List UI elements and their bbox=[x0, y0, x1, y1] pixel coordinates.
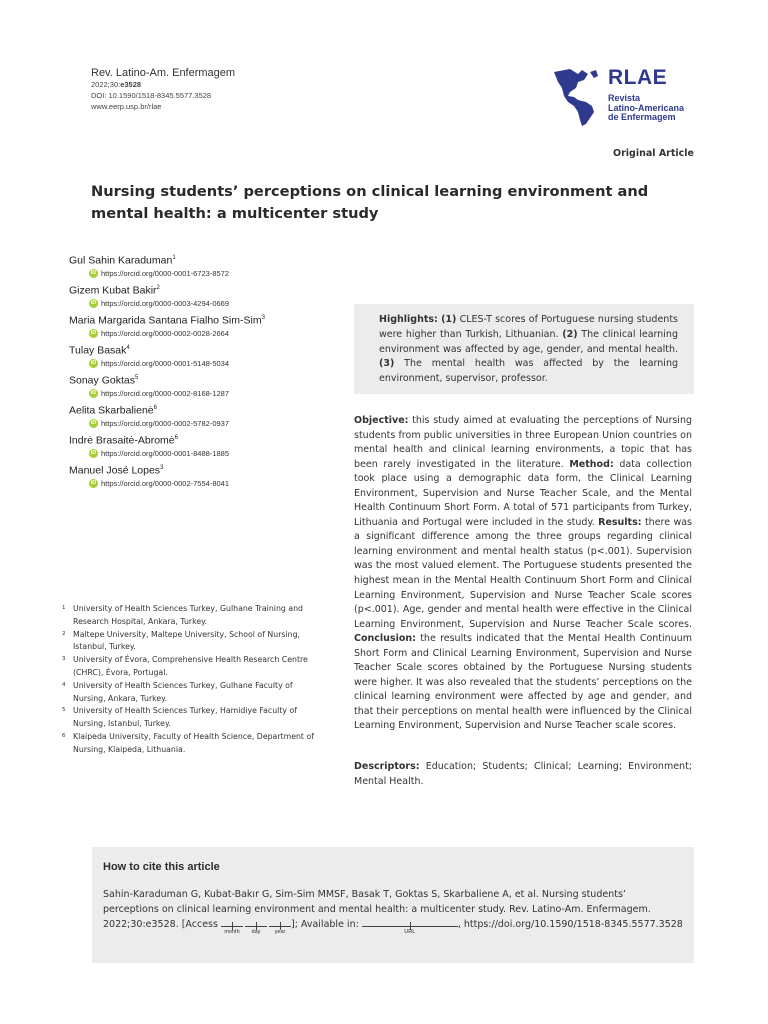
affiliation-item: 4 University of Health Sciences Turkey, Gulhane Faculty of Nursing, Ankara, Turkey. bbox=[62, 680, 293, 703]
author-list bbox=[69, 252, 339, 492]
orcid-link[interactable]: iD https://orcid.org/0000-0002-0028-2664 bbox=[90, 328, 230, 338]
orcid-link[interactable]: iD https://orcid.org/0000-0001-6723-8572 bbox=[90, 268, 230, 278]
orcid-link[interactable]: iD https://orcid.org/0000-0001-8488-1885 bbox=[90, 448, 230, 458]
journal-volume bbox=[91, 79, 235, 90]
access-day-blank[interactable]: day bbox=[245, 918, 267, 927]
cite-text: Sahin-Karaduman G, Kubat-Bakır G, Sim-Sim MMSF, Basak T, Goktas S, Skarbaliene A, et al. Nursing students’ perceptions on clinical learning environment and mental health: a multicenter study. Rev. Latino-Am. Enfermagem. 2022;30:e3528. [Access month day year ]; Available in: URL , https://doi.org/10.1590/1518-8345.5577.3528 bbox=[103, 889, 683, 935]
orcid-icon: iD bbox=[90, 300, 97, 306]
abstract: Objective: this study aimed at evaluating the perceptions of Nursing students from public universities in three European Union countries on mental health and clinical learning environments, a topic that has been rarely investigated in the literature. Method: data collection took place using a demographic data form, the Clinical Learning Environment, Supervision and Nurse Teacher Scale, and the Mental Health Continuum Short Form. A total of 571 participants from Turkey, Lithuania and Portugal were included in the study. Results: there was a significant difference among the three groups regarding clinical learning environment and mental health status (p<.001). Supervision was the most valued element. The Portuguese students presented the highest mean in the Mental Health Continuum Short Form and Clinical Learning Environment, Supervision and Nurse Teacher Scale scores (p<.001). Age, gender and mental health were effective in the Clinical Learning Environment, Supervision and Nurse Teacher Scale scores. Conclusion: the results indicated that the Mental Health Continuum Short Form and Clinical Learning Environment, Supervision and Nurse Teacher Scale scores obtained by the Portuguese Nursing students were higher. It was also revealed that the students’ perceptions on the clinical learning environment were affected by age and gender, and that their perceptions on mental health were influenced by the Clinical Learning Environment, Supervision and Nurse Teacher scale scores. bbox=[354, 415, 692, 732]
highlights-label: Highlights: bbox=[379, 314, 438, 325]
orcid-link[interactable]: iD https://orcid.org/0000-0002-7554-8041 bbox=[90, 478, 230, 488]
author-name: Gul Sahin Karaduman$^1$ bbox=[69, 254, 176, 267]
author-item bbox=[69, 432, 339, 462]
author-item bbox=[69, 312, 339, 342]
orcid-icon: iD bbox=[90, 480, 97, 486]
highlights-box: Highlights: (1) CLES-T scores of Portuguese nursing students were higher than Turkish, Lithuanian. (2) The clinical learning environment was affected by age, gender, and mental health. (3) The mental health was affected by the learning environment, supervisor, professor. bbox=[354, 304, 694, 394]
orcid-link[interactable]: iD https://orcid.org/0000-0002-5782-0937 bbox=[90, 418, 230, 428]
article-type: Original Article bbox=[613, 148, 694, 159]
affiliation-item: 5 University of Health Sciences Turkey, Hamidiye Faculty of Nursing, Istanbul, Turkey. bbox=[62, 706, 297, 729]
orcid-icon: iD bbox=[90, 330, 97, 336]
author-name: Aelita Skarbalienė$^6$ bbox=[69, 404, 157, 417]
method-label: Method: bbox=[569, 458, 614, 470]
journal-url[interactable]: www.eerp.usp.br/rlae bbox=[91, 102, 162, 111]
orcid-icon: iD bbox=[90, 360, 97, 366]
journal-year-vol: 2022;30: bbox=[91, 80, 121, 89]
journal-name: Rev. Latino-Am. Enfermagem bbox=[91, 67, 236, 79]
rlae-logo bbox=[548, 66, 698, 128]
americas-map-icon bbox=[548, 66, 610, 128]
author-item bbox=[69, 282, 339, 312]
cite-heading: How to cite this article bbox=[103, 861, 220, 873]
logo-line-3: de Enfermagem bbox=[608, 112, 676, 122]
author-item bbox=[69, 252, 339, 282]
author-name: Manuel José Lopes$^3$ bbox=[69, 464, 164, 477]
orcid-link[interactable]: iD https://orcid.org/0000-0002-8168-1287 bbox=[90, 388, 230, 398]
author-name: Gizem Kubat Bakir$^2$ bbox=[69, 284, 160, 297]
logo-abbr: RLAE bbox=[608, 66, 668, 89]
cite-box bbox=[92, 847, 694, 963]
objective-label: Objective: bbox=[354, 415, 409, 426]
article-number: e3528 bbox=[120, 80, 142, 89]
author-item bbox=[69, 372, 339, 402]
author-item bbox=[69, 342, 339, 372]
affiliation-list bbox=[62, 603, 318, 757]
author-name: Maria Margarida Santana Fialho Sim-Sim$^3$ bbox=[69, 314, 265, 327]
orcid-link[interactable]: iD https://orcid.org/0000-0003-4294-0669 bbox=[90, 298, 230, 308]
orcid-icon: iD bbox=[90, 390, 97, 396]
url-blank[interactable]: URL bbox=[362, 918, 458, 927]
access-month-blank[interactable]: month bbox=[221, 918, 243, 927]
access-year-blank[interactable]: year bbox=[269, 918, 291, 927]
descriptors-label: Descriptors: bbox=[354, 761, 420, 772]
author-item bbox=[69, 462, 339, 492]
affiliation-item: 2 Maltepe University, Maltepe University, School of Nursing, Istanbul, Turkey. bbox=[62, 629, 301, 652]
journal-header bbox=[91, 67, 235, 112]
author-name: Tulay Basak$^4$ bbox=[69, 344, 130, 357]
results-label: Results: bbox=[598, 516, 642, 528]
cite-doi[interactable]: , https://doi.org/10.1590/1518-8345.5577.3528 bbox=[457, 919, 683, 930]
orcid-icon: iD bbox=[90, 450, 97, 456]
orcid-icon: iD bbox=[90, 270, 97, 276]
affiliation-item: 6 Klaipeda University, Faculty of Health Science, Department of Nursing, Klaipeda, Lithuania. bbox=[62, 731, 314, 754]
article-title: Nursing students’ perceptions on clinical learning environment and mental health: a multicenter study bbox=[91, 183, 649, 222]
logo-line-2: Latino-Americana bbox=[608, 102, 685, 113]
journal-doi[interactable]: DOI: 10.1590/1518-8345.5577.3528 bbox=[91, 91, 212, 100]
logo-line-1: Revista bbox=[608, 93, 641, 103]
orcid-icon: iD bbox=[90, 420, 97, 426]
orcid-link[interactable]: iD https://orcid.org/0000-0001-5148-5034 bbox=[90, 358, 230, 368]
author-name: Indrė Brasaitė-Abromė$^6$ bbox=[69, 434, 178, 447]
descriptors: Descriptors: Education; Students; Clinical; Learning; Environment; Mental Health. bbox=[354, 761, 692, 787]
author-item bbox=[69, 402, 339, 432]
author-name: Sonay Goktas$^5$ bbox=[69, 374, 139, 387]
conclusion-label: Conclusion: bbox=[354, 633, 416, 645]
logo-fullname bbox=[608, 94, 704, 123]
affiliation-item: 1 University of Health Sciences Turkey, Gulhane Training and Research Hospital, Ankara, Turkey. bbox=[62, 604, 303, 626]
affiliation-item: 3 University of Évora, Comprehensive Health Research Centre (CHRC), Évora, Portugal. bbox=[62, 655, 308, 677]
